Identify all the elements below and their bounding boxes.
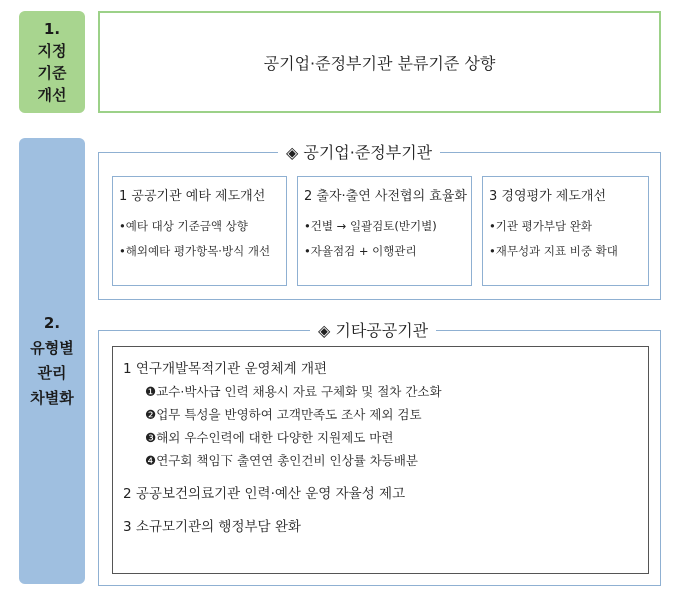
card1-item2: •해외예타 평가항목·방식 개선 [119,244,271,258]
card3-title: 3 경영평가 제도개선 [489,189,606,204]
criteria-box [98,11,661,113]
card1-item1: •예타 대상 기준금액 상향 [119,219,248,233]
step1-line1: 지정 [37,42,67,60]
step2-line3: 차별화 [30,389,74,407]
card-preliminary-feasibility [112,176,287,286]
step2-line2: 관리 [37,364,67,382]
criteria-text: 공기업·준정부기관 분류기준 상향 [263,53,496,73]
card3-item1: •기관 평가부담 완화 [489,219,592,233]
rnd-item-title: 1 연구개발목적기관 운영체계 개편 [123,361,328,377]
step1-line3: 개선 [37,86,67,104]
rnd-subitem-3: ❸해외 우수인력에 대한 다양한 지원제도 마련 [145,430,394,445]
card2-title: 2 출자·출연 사전협의 효율화 [304,189,467,204]
step1-line2: 기준 [37,64,67,82]
card2-item1: •건별 → 일괄검토(반기별) [304,219,437,233]
section1-title: ◈ 공기업·준정부기관 [278,140,440,163]
step2-line1: 유형별 [30,339,74,357]
other-institutions-box [112,346,649,574]
rnd-subitem-1: ❶교수·박사급 인력 채용시 자료 구체화 및 절차 간소화 [145,384,442,399]
small-institutions-item: 3 소규모기관의 행정부담 완화 [123,519,301,535]
card3-item2: •재무성과 지표 비중 확대 [489,244,618,258]
card-investment-consultation [297,176,472,286]
rnd-subitem-2: ❷업무 특성을 반영하여 고객만족도 조사 제외 검토 [145,407,422,422]
step1-number: 1. [43,20,61,38]
step2-number: 2. [43,314,61,332]
card1-title: 1 공공기관 예타 제도개선 [119,189,266,204]
section2-title: ◈ 기타공공기관 [310,318,436,341]
card-management-evaluation [482,176,649,286]
step2-label [19,138,85,584]
health-institutions-item: 2 공공보건의료기관 인력·예산 운영 자율성 제고 [123,486,406,502]
rnd-subitem-4: ❹연구회 책임下 출연연 총인건비 인상률 차등배분 [145,453,418,468]
card2-item2: •자율점검 + 이행관리 [304,244,417,258]
step1-label [19,11,85,113]
